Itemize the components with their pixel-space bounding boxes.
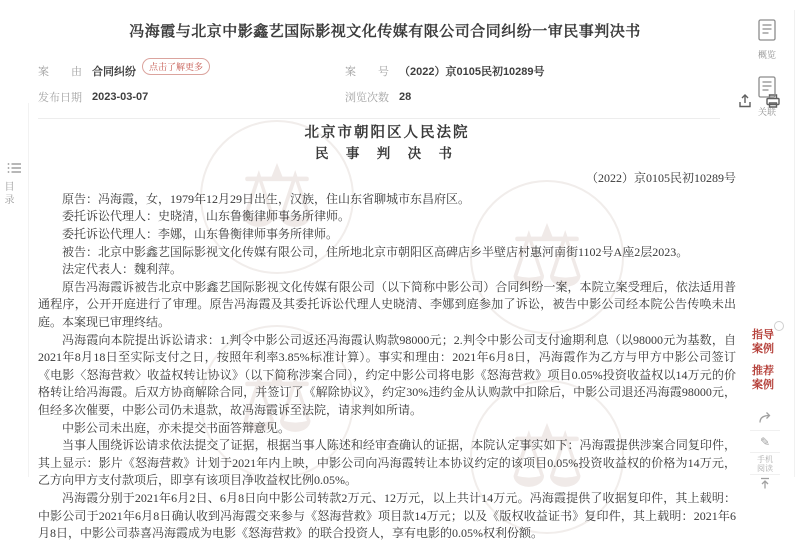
case-number-label: 案 号 xyxy=(345,66,389,79)
back-to-top-icon xyxy=(759,477,771,495)
tab-related-label: 关联 xyxy=(757,107,776,118)
tool-column xyxy=(750,409,780,496)
publish-date-label: 发布日期 xyxy=(38,92,82,105)
publish-date-value: 2023-03-07 xyxy=(92,91,149,104)
doc-paragraph: 被告：北京中影鑫艺国际影视文化传媒有限公司，住所地北京市朝阳区高碑店乡半壁店村惠河南街1102号A座2层2023。 xyxy=(62,244,689,259)
pen-icon: ✎ xyxy=(759,434,771,449)
doc-paragraph: 委托诉讼代理人：李娜，山东鲁衡律师事务所律师。 xyxy=(62,227,339,242)
doc-paragraph: 原告：冯海霞，女，1979年12月29日出生，汉族，住山东省聊城市东昌府区。 xyxy=(62,191,471,206)
tab-overview[interactable] xyxy=(744,18,790,61)
toc-button[interactable] xyxy=(0,161,28,207)
guiding-cases-link[interactable]: 指导案例 xyxy=(752,329,774,356)
tab-related[interactable] xyxy=(744,75,790,118)
toc-label: 目录 xyxy=(2,181,13,208)
forward-arrow-icon xyxy=(758,411,772,429)
doc-paragraph: 当事人围绕诉讼请求依法提交了证据，根据当事人陈述和经审查确认的证据，本院认定事实如下：冯海霞提供涉案合同复印件，其上显示：影片《怒海营救》计划于2021年内上映，中影公司向冯海霞转让本协议约定的该项目0.05%投资收益权的价格为14万元，乙方向甲方支付款项后，即享有该项目净收益权比例0.05%。 xyxy=(38,438,736,488)
mobile-read-button[interactable] xyxy=(750,452,780,474)
recommended-cases-link[interactable]: 推荐案例 xyxy=(752,365,774,392)
related-doc-icon xyxy=(756,86,778,103)
case-type-value: 合同纠纷 xyxy=(92,66,136,79)
overview-doc-icon xyxy=(756,29,778,46)
doc-paragraph: 中影公司未出庭，亦未提交书面答辩意见。 xyxy=(62,420,291,435)
court-name: 北京市朝阳区人民法院 xyxy=(304,125,470,142)
document-case-number: （2022）京0105民初10289号 xyxy=(585,171,736,186)
case-type-label: 案 由 xyxy=(38,66,82,79)
case-tag-block xyxy=(750,328,776,400)
judgment-document xyxy=(38,125,736,543)
right-rail xyxy=(734,10,800,477)
doc-paragraph: 原告冯海霞诉被告北京中影鑫艺国际影视文化传媒有限公司（以下简称中影公司）合同纠纷一案，本院立案受理后，依法适用普通程序，公开开庭进行了审理。原告冯海霞及其委托诉讼代理人史晓清、李娜到庭参加了诉讼，被告中影公司经本院公告传唤未出庭。本案现已审理终结。 xyxy=(38,279,736,329)
left-rail xyxy=(0,103,29,477)
tab-overview-label: 概览 xyxy=(757,50,776,61)
tag-badge-icon[interactable] xyxy=(774,321,784,331)
back-to-top-button[interactable] xyxy=(750,474,780,496)
views-value: 28 xyxy=(399,91,412,104)
document-type: 民 事 判 决 书 xyxy=(315,145,459,161)
doc-paragraph: 冯海霞分别于2021年6月2日、6月8日向中影公司转款2万元、12万元，以上共计14万元。冯海霞提供了收据复印件，其上载明：中影公司于2021年6月8日确认收到冯海霞交来参与《怒海营救》项目款14万元；以及《版权收益证书》复印件，其上载明：2021年6月8日，中影公司恭喜冯海霞成为电影《怒海营救》的联合投资人，享有电影的0.05%权利份额。 xyxy=(38,490,736,541)
mobile-read-label: 手机阅读 xyxy=(757,454,773,473)
page-title: 冯海霞与北京中影鑫艺国际影视文化传媒有限公司合同纠纷一审民事判决书 xyxy=(129,23,641,41)
case-number-value: （2022）京0105民初10289号 xyxy=(399,66,545,79)
doc-paragraph: 冯海霞向本院提出诉讼请求：1.判令中影公司返还冯海霞认购款98000元；2.判令中影公司支付逾期利息（以98000元为基数，自2021年8月18日至实际支付之日，按照年利率3.85%标准计算）。事实和理由：2021年6月8日，冯海霞作为乙方与甲方中影公司签订《电影〈怒海营救〉收益权转让协议》（以下简称涉案合同），约定中影公司将电影《怒海营救》项目0.05%投资收益权以14万元的价格转让给冯海霞。后双方协商解除合同，并签订了《解除协议》，约定30%违约金从认购款中扣除后，中影公司退还冯海霞98000元，但经多次催要，中影公司仍未退款，故冯海霞诉至法院，请求判如所请。 xyxy=(38,332,736,417)
doc-paragraph: 委托诉讼代理人：史晓清，山东鲁衡律师事务所律师。 xyxy=(62,209,351,224)
annotate-button[interactable] xyxy=(750,430,780,452)
case-meta-panel xyxy=(38,58,720,119)
learn-more-badge[interactable]: 点击了解更多 xyxy=(142,58,210,75)
doc-paragraph: 法定代表人：魏利萍。 xyxy=(62,262,183,277)
forward-button[interactable] xyxy=(750,409,780,430)
toc-list-icon xyxy=(7,161,22,178)
views-label: 浏览次数 xyxy=(345,92,389,105)
